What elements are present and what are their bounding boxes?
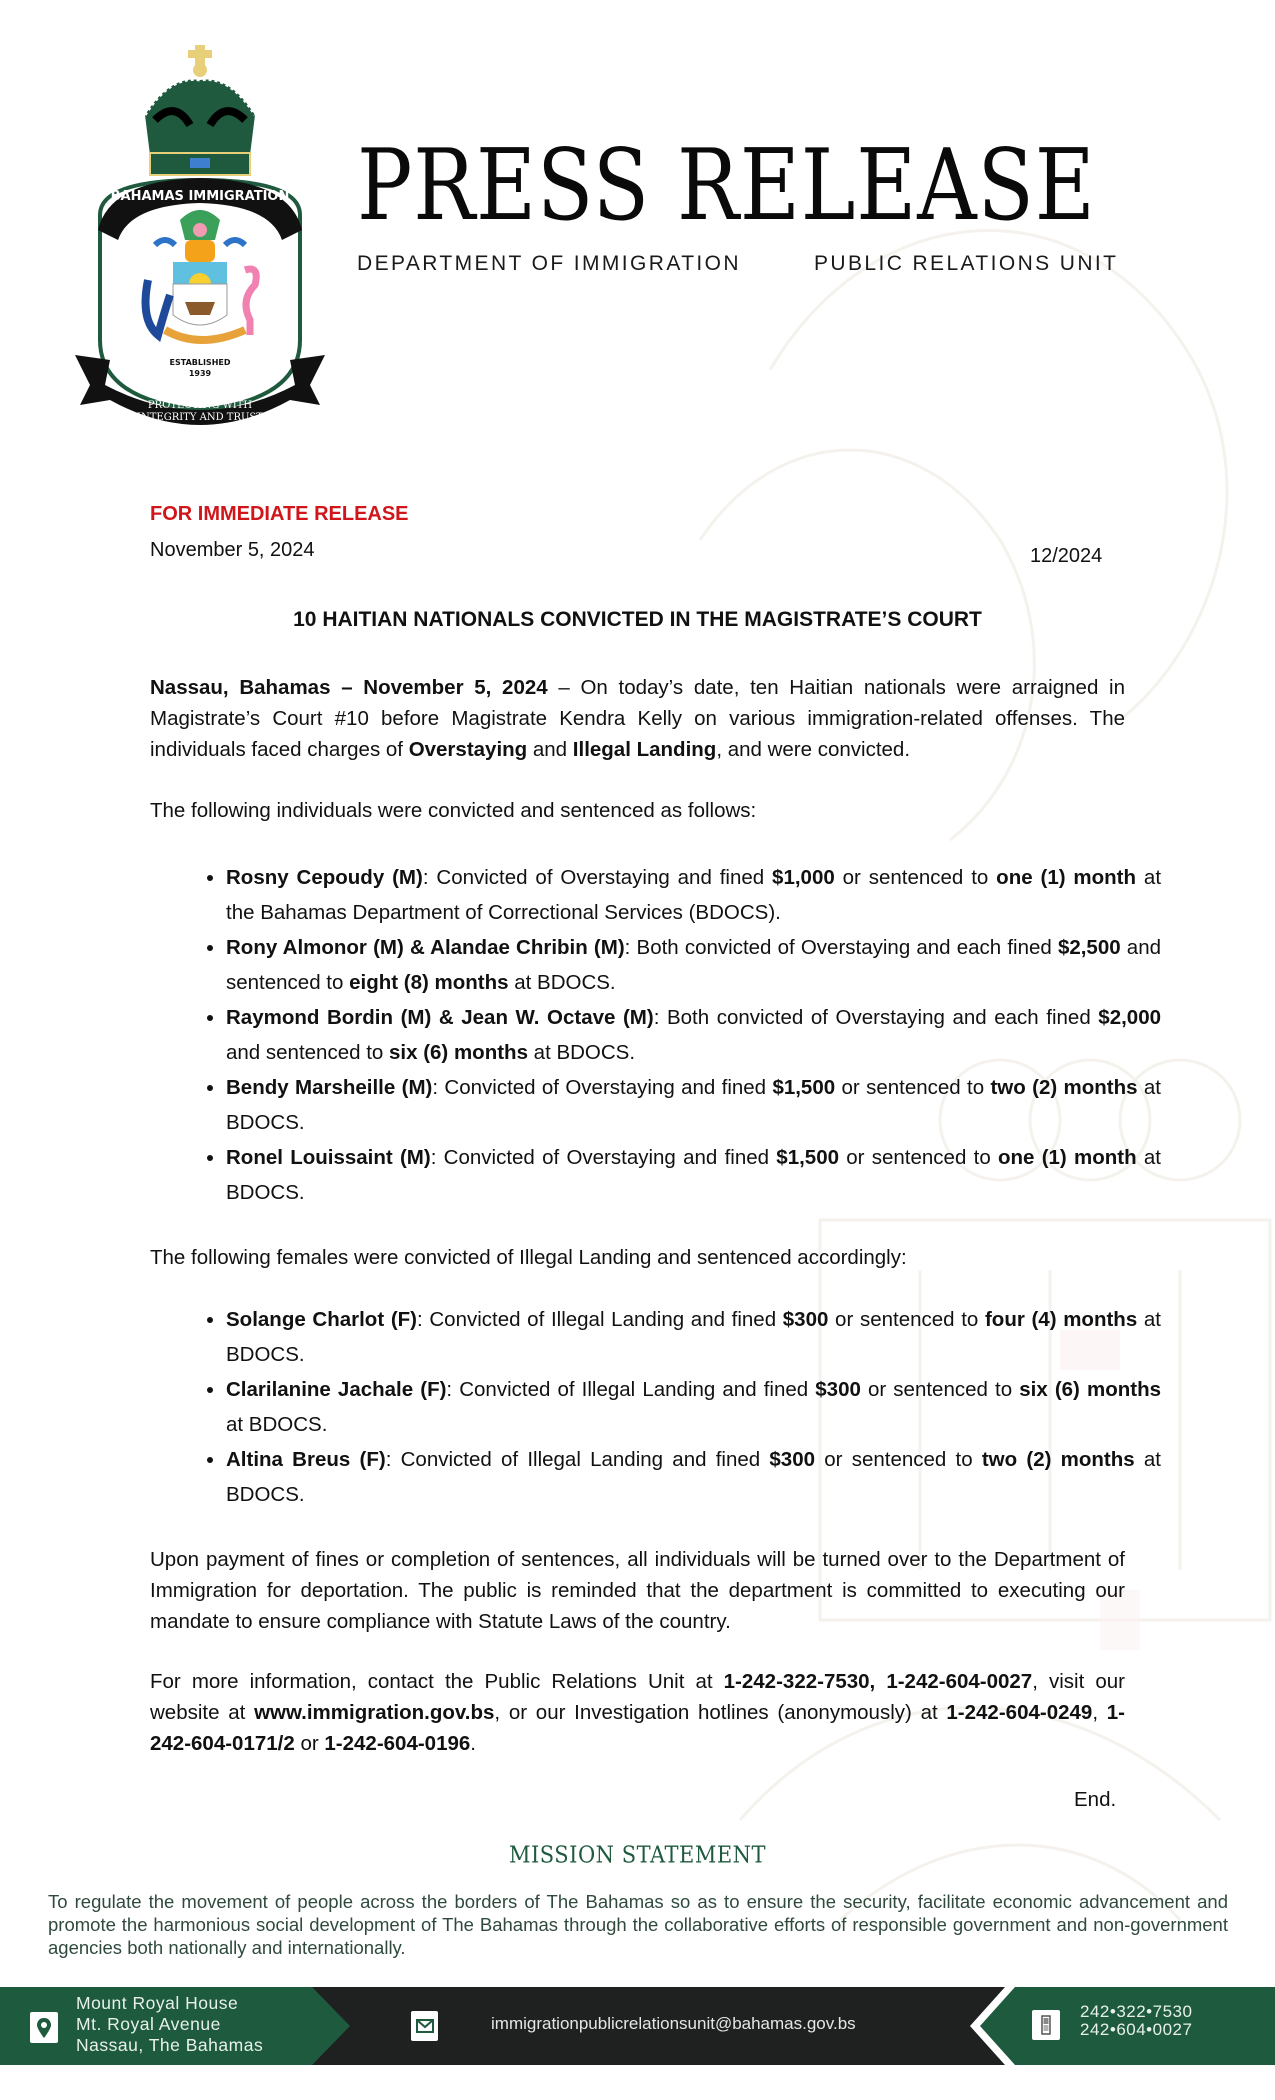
website-link[interactable]: www.immigration.gov.bs	[254, 1701, 495, 1724]
hotline-1: 1-242-604-0249	[946, 1701, 1093, 1724]
list-item: • Rosny Cepoudy (M): Convicted of Overstaying and fined $1,000 or sentenced to one (1) month at the Bahamas Department of Correctional Services (BDOCS).	[226, 860, 1161, 930]
end-marker: End.	[1074, 1788, 1117, 1811]
footer-contact-band	[0, 1987, 1275, 2065]
department-name: DEPARTMENT OF IMMIGRATION	[357, 252, 741, 275]
hotline-3: 1-242-604-0196	[324, 1732, 471, 1755]
bahamas-immigration-logo	[70, 40, 330, 430]
footer-phones: 242•322•7530 242•604•0027	[1080, 2002, 1193, 2039]
charge-illegal-landing: Illegal Landing	[572, 738, 717, 761]
closing-paragraph: Upon payment of fines or completion of sentences, all individuals will be turned over to the Department of Immigration for deportation. The public is reminded that the department is committed to executing our mandate to ensure compliance with Statute Laws of the country.	[150, 1548, 1125, 1633]
list-item: • Bendy Marsheille (M): Convicted of Overstaying and fined $1,500 or sentenced to two (2) months at BDOCS.	[226, 1070, 1161, 1140]
females-intro: The following females were convicted of Illegal Landing and sentenced accordingly:	[150, 1246, 907, 1269]
list-item: • Raymond Bordin (M) & Jean W. Octave (M): Both convicted of Overstaying and each fined $2,000 and sentenced to six (6) months at BDOCS.	[226, 1000, 1161, 1070]
intro-paragraph: Nassau, Bahamas – November 5, 2024 – On today’s date, ten Haitian nationals were arraigned in Magistrate’s Court #10 before Magistrate Kendra Kelly on various immigration-related offenses. The individuals faced charges of Overstaying and Illegal Landing, and were convicted.	[150, 676, 1125, 761]
pr-phone-numbers: 1-242-322-7530, 1-242-604-0027	[723, 1670, 1033, 1693]
headline: 10 HAITIAN NATIONALS CONVICTED IN THE MAGISTRATE’S COURT	[293, 608, 982, 631]
footer-email[interactable]: immigrationpublicrelationsunit@bahamas.gov.bs	[491, 2014, 856, 2033]
logo-established-label: ESTABLISHED	[169, 358, 231, 367]
release-reference-number: 12/2024	[1030, 545, 1103, 567]
logo-motto-line1: PROTECTING WITH	[147, 400, 253, 411]
males-list	[190, 860, 1161, 1210]
location-pin-icon	[30, 2012, 58, 2043]
mission-statement-title: MISSION STATEMENT	[508, 1841, 767, 1869]
mobile-phone-icon	[1032, 2010, 1060, 2040]
contact-paragraph: For more information, contact the Public Relations Unit at 1-242-322-7530, 1-242-604-0027, visit our website at www.immigration.gov.bs, or our Investigation hotlines (anonymously) at 1-242-604-0249, 1-242-604-0171/2 or 1-242-604-0196.	[150, 1670, 1125, 1755]
hotline-2: 1-242-604-0171/2	[150, 1701, 1125, 1755]
logo-established-year: 1939	[188, 369, 212, 378]
release-date: November 5, 2024	[150, 539, 315, 561]
logo-ring-text: BAHAMAS IMMIGRATION	[110, 189, 290, 204]
logo-motto-line2: INTEGRITY AND TRUST	[137, 412, 263, 423]
charge-overstaying: Overstaying	[408, 738, 528, 761]
males-intro: The following individuals were convicted and sentenced as follows:	[150, 799, 757, 822]
females-list	[190, 1302, 1161, 1512]
mission-statement-text: To regulate the movement of people across the borders of The Bahamas so as to ensure the security, facilitate economic advancement and promote the harmonious social development of The Bahamas through the collaborative efforts of responsible government and non-government agencies both nationally and internationally.	[48, 1891, 1228, 1958]
envelope-icon	[411, 2011, 438, 2041]
list-item: • Ronel Louissaint (M): Convicted of Overstaying and fined $1,500 or sentenced to one (1) month at BDOCS.	[226, 1140, 1161, 1210]
dateline: Nassau, Bahamas – November 5, 2024	[150, 676, 548, 699]
list-item: • Solange Charlot (F): Convicted of Illegal Landing and fined $300 or sentenced to four (4) months at BDOCS.	[226, 1302, 1161, 1372]
list-item: • Rony Almonor (M) & Alandae Chribin (M): Both convicted of Overstaying and each fined $2,500 and sentenced to eight (8) months at BDOCS.	[226, 930, 1161, 1000]
list-item: • Altina Breus (F): Convicted of Illegal Landing and fined $300 or sentenced to two (2) months at BDOCS.	[226, 1442, 1161, 1512]
footer-address: Mount Royal House Mt. Royal Avenue Nassau, The Bahamas	[76, 1993, 264, 2055]
press-release-title: PRESS RELEASE	[357, 129, 1096, 243]
immediate-release-label: FOR IMMEDIATE RELEASE	[150, 503, 409, 525]
list-item: • Clarilanine Jachale (F): Convicted of Illegal Landing and fined $300 or sentenced to six (6) months at BDOCS.	[226, 1372, 1161, 1442]
unit-name: PUBLIC RELATIONS UNIT	[814, 252, 1119, 275]
